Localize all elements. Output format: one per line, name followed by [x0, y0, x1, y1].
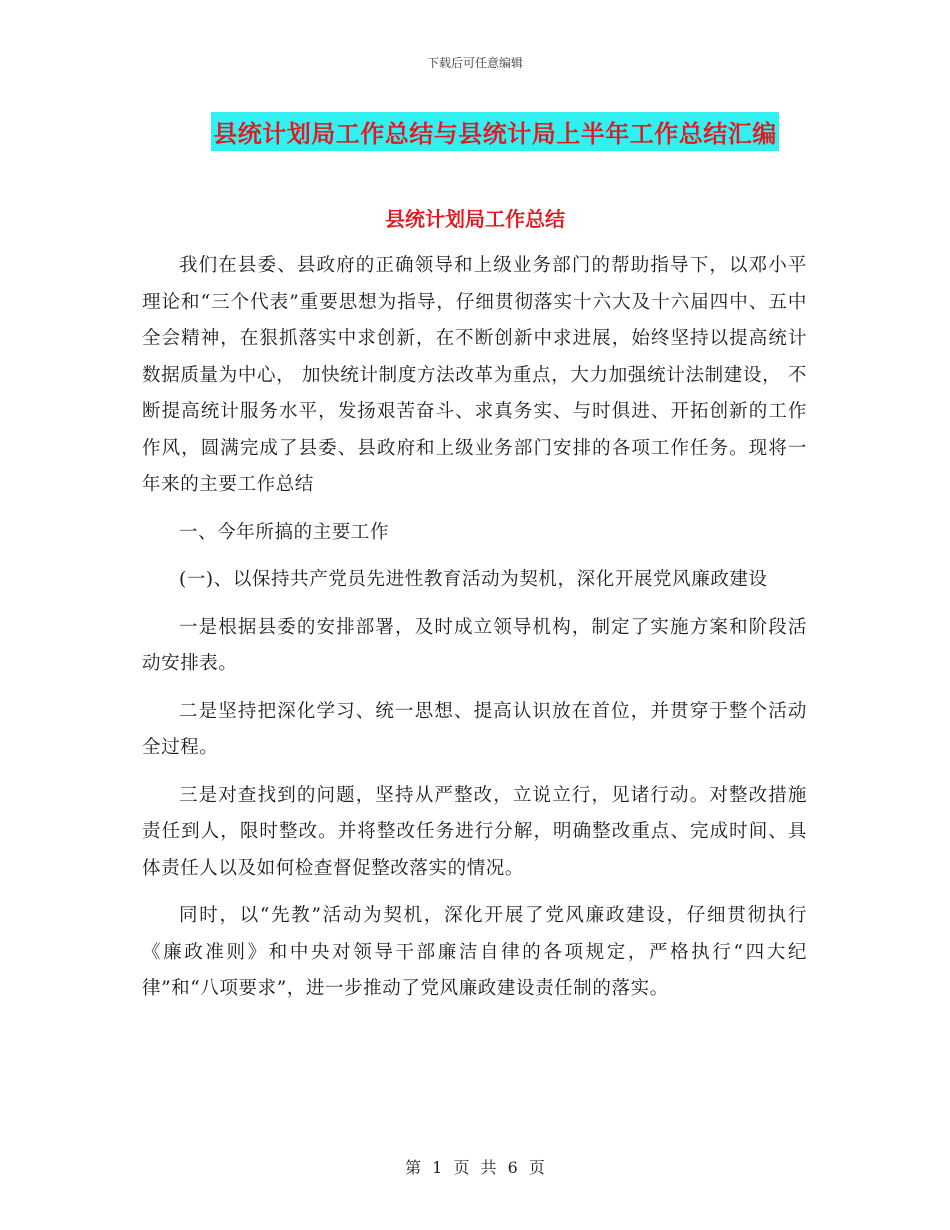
paragraph-item-2: 二是坚持把深化学习、统一思想、提高认识放在首位，并贯穿于整个活动全过程。 — [142, 700, 807, 758]
page-number-footer: 第 1 页 共 6 页 — [405, 1158, 545, 1177]
paragraph-intro: 我们在县委、县政府的正确领导和上级业务部门的帮助指导下，以邓小平理论和“三个代表”重要思想为指导，仔细贯彻落实十六大及十六届四中、五中全会精神，在狠抓落实中求创新，在不断创新中求进展，始终坚持以提高统计数据质量为中心， 加快统计制度方法改革为重点，大力加强统计法制建设， 不断提高统计服务水平，发扬艰苦奋斗、求真务实、与时俱进、开拓创新的工作作风，圆满完成了县委、县政府和上级业务部门安排的各项工作任务。现将一年来的主要工作总结 — [142, 255, 807, 495]
paragraph-subheading-1: (一)、以保持共产党员先进性教育活动为契机，深化开展党风廉政建设 — [179, 569, 768, 590]
main-title-wrapper — [0, 112, 950, 151]
section-title: 县统计划局工作总结 — [385, 207, 565, 231]
paragraph-meanwhile: 同时，以“先教”活动为契机，深化开展了党风廉政建设，仔细贯彻执行《廉政准则》和中央对领导干部廉洁自律的各项规定，严格执行“四大纪律”和“八项要求”，进一步推动了党风廉政建设责任制的落实。 — [142, 905, 807, 999]
document-body — [142, 248, 807, 1019]
paragraph-heading-main-work: 一、今年所搞的主要工作 — [179, 521, 390, 543]
page-header-note: 下载后可任意编辑 — [426, 56, 523, 70]
document-main-title: 县统计划局工作总结与县统计局上半年工作总结汇编 — [211, 112, 779, 151]
paragraph-item-3: 三是对查找到的问题，坚持从严整改，立说立行，见诸行动。对整改措施责任到人，限时整改。并将整改任务进行分解，明确整改重点、完成时间、具体责任人以及如何检查督促整改落实的情况。 — [142, 784, 807, 879]
paragraph-item-1: 一是根据县委的安排部署，及时成立领导机构，制定了实施方案和阶段活动安排表。 — [142, 616, 807, 674]
